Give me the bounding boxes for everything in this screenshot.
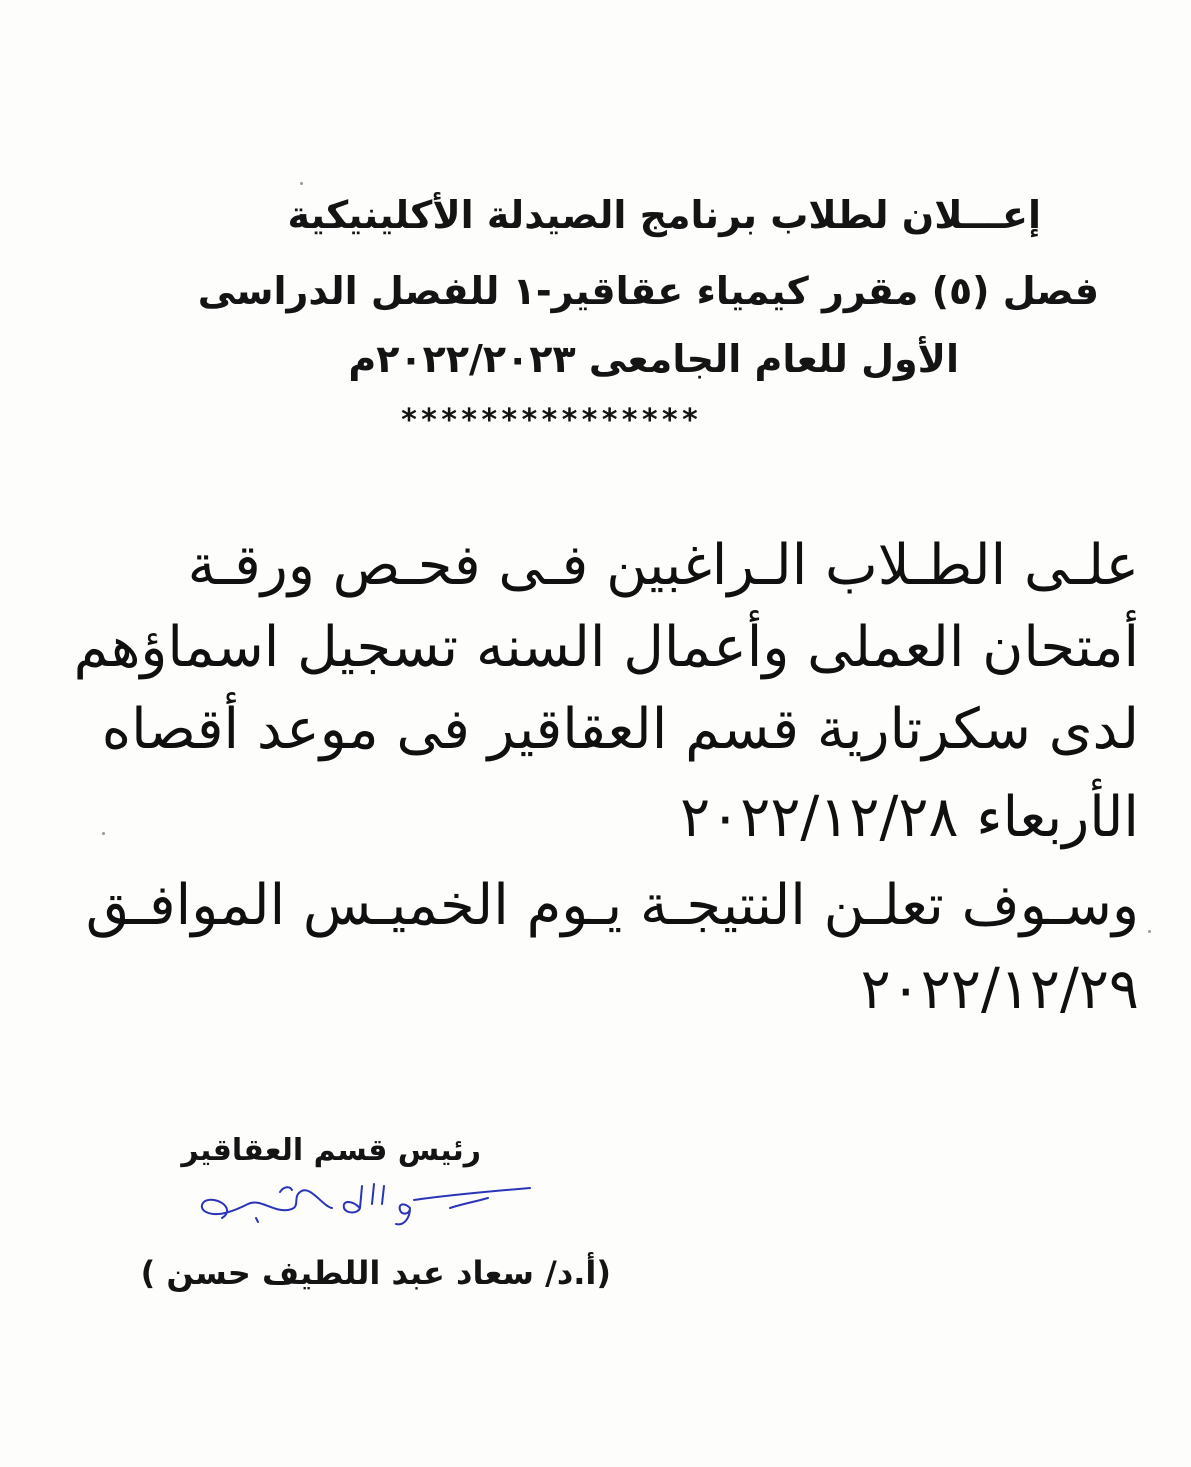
handwritten-signature bbox=[192, 1178, 542, 1248]
body-line-2: أمتحان العملى وأعمال السنه تسجيل اسماؤهم bbox=[73, 615, 1139, 680]
scan-speck bbox=[1148, 930, 1151, 933]
body-line-5: وسـوف تعلـن النتيجـة يـوم الخميـس الموافـق bbox=[85, 873, 1139, 938]
body-line-3: لدى سكرتارية قسم العقاقير فى موعد أقصاه bbox=[101, 697, 1139, 762]
announcement-subtitle: فصل (٥) مقرر كيمياء عقاقير-١ للفصل الدراسى bbox=[197, 269, 1099, 313]
star-separator: *************** bbox=[400, 403, 701, 438]
announcement-title: إعـــلان لطلاب برنامج الصيدلة الأكلينيكية bbox=[287, 193, 1041, 237]
scan-speck bbox=[300, 182, 303, 185]
signatory-name: (أ.د/ سعاد عبد اللطيف حسن ) bbox=[140, 1254, 611, 1292]
deadline-date-line: الأربعاء ٢٠٢٢/١٢/٢٨ bbox=[680, 785, 1139, 850]
result-date-line: ٢٠٢٢/١٢/٢٩ bbox=[860, 957, 1139, 1022]
body-line-1: علـى الطـلاب الـراغبين فـى فحـص ورقـة bbox=[187, 533, 1139, 598]
scan-speck bbox=[102, 832, 105, 835]
academic-year-line: الأول للعام الجامعى ٢٠٢٢/٢٠٢٣م bbox=[348, 337, 959, 381]
signatory-title: رئيس قسم العقاقير bbox=[181, 1133, 481, 1168]
